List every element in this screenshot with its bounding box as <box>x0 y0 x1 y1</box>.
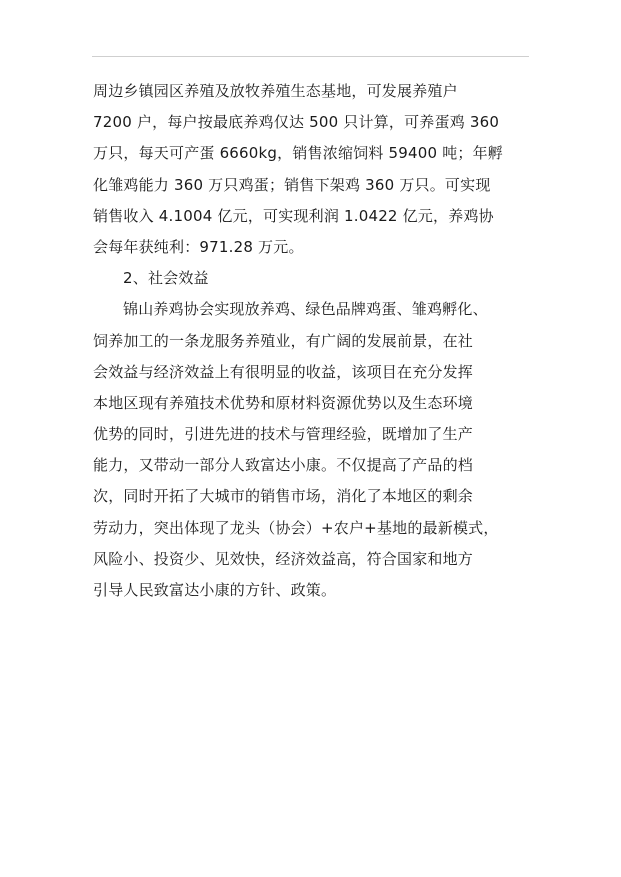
text-line: 引导人民致富达小康的方针、政策。 <box>93 581 337 599</box>
text-line: 风险小、投资少、见效快，经济效益高，符合国家和地方 <box>93 549 474 568</box>
text-line: 万只，每天可产蛋 6660kg，销售浓缩饲料 59400 吨；年孵 <box>93 144 504 163</box>
document-body <box>93 76 530 606</box>
text-line: 会每年获纯利：971.28 万元。 <box>93 237 304 256</box>
text-line: 能力，又带动一部分人致富达小康。不仅提高了产品的档 <box>93 456 474 475</box>
text-line: 饲养加工的一条龙服务养殖业，有广阔的发展前景，在社 <box>93 331 474 350</box>
section-heading: 2、社会效益 <box>123 269 209 288</box>
paragraph-production-figures <box>93 76 530 263</box>
paragraph-social-benefits <box>93 294 530 606</box>
header-divider <box>92 56 529 57</box>
text-line: 本地区现有养殖技术优势和原材料资源优势以及生态环境 <box>93 393 474 412</box>
text-line: 周边乡镇园区养殖及放牧养殖生态基地，可发展养殖户 <box>93 82 458 100</box>
text-line: 锦山养鸡协会实现放养鸡、绿色品牌鸡蛋、雏鸡孵化、 <box>123 300 488 319</box>
text-line: 次，同时开拓了大城市的销售市场，消化了本地区的剩余 <box>93 487 474 506</box>
text-line: 会效益与经济效益上有很明显的收益，该项目在充分发挥 <box>93 362 474 381</box>
text-line: 优势的同时，引进先进的技术与管理经验，既增加了生产 <box>93 425 474 444</box>
text-line: 7200 户，每户按最底养鸡仅达 500 只计算，可养蛋鸡 360 <box>93 113 500 132</box>
text-line: 劳动力，突出体现了龙头（协会）+农户+基地的最新模式， <box>93 518 499 537</box>
text-line: 化雏鸡能力 360 万只鸡蛋；销售下架鸡 360 万只。可实现 <box>93 175 491 194</box>
text-line: 销售收入 4.1004 亿元，可实现利润 1.0422 亿元，养鸡协 <box>93 206 494 225</box>
